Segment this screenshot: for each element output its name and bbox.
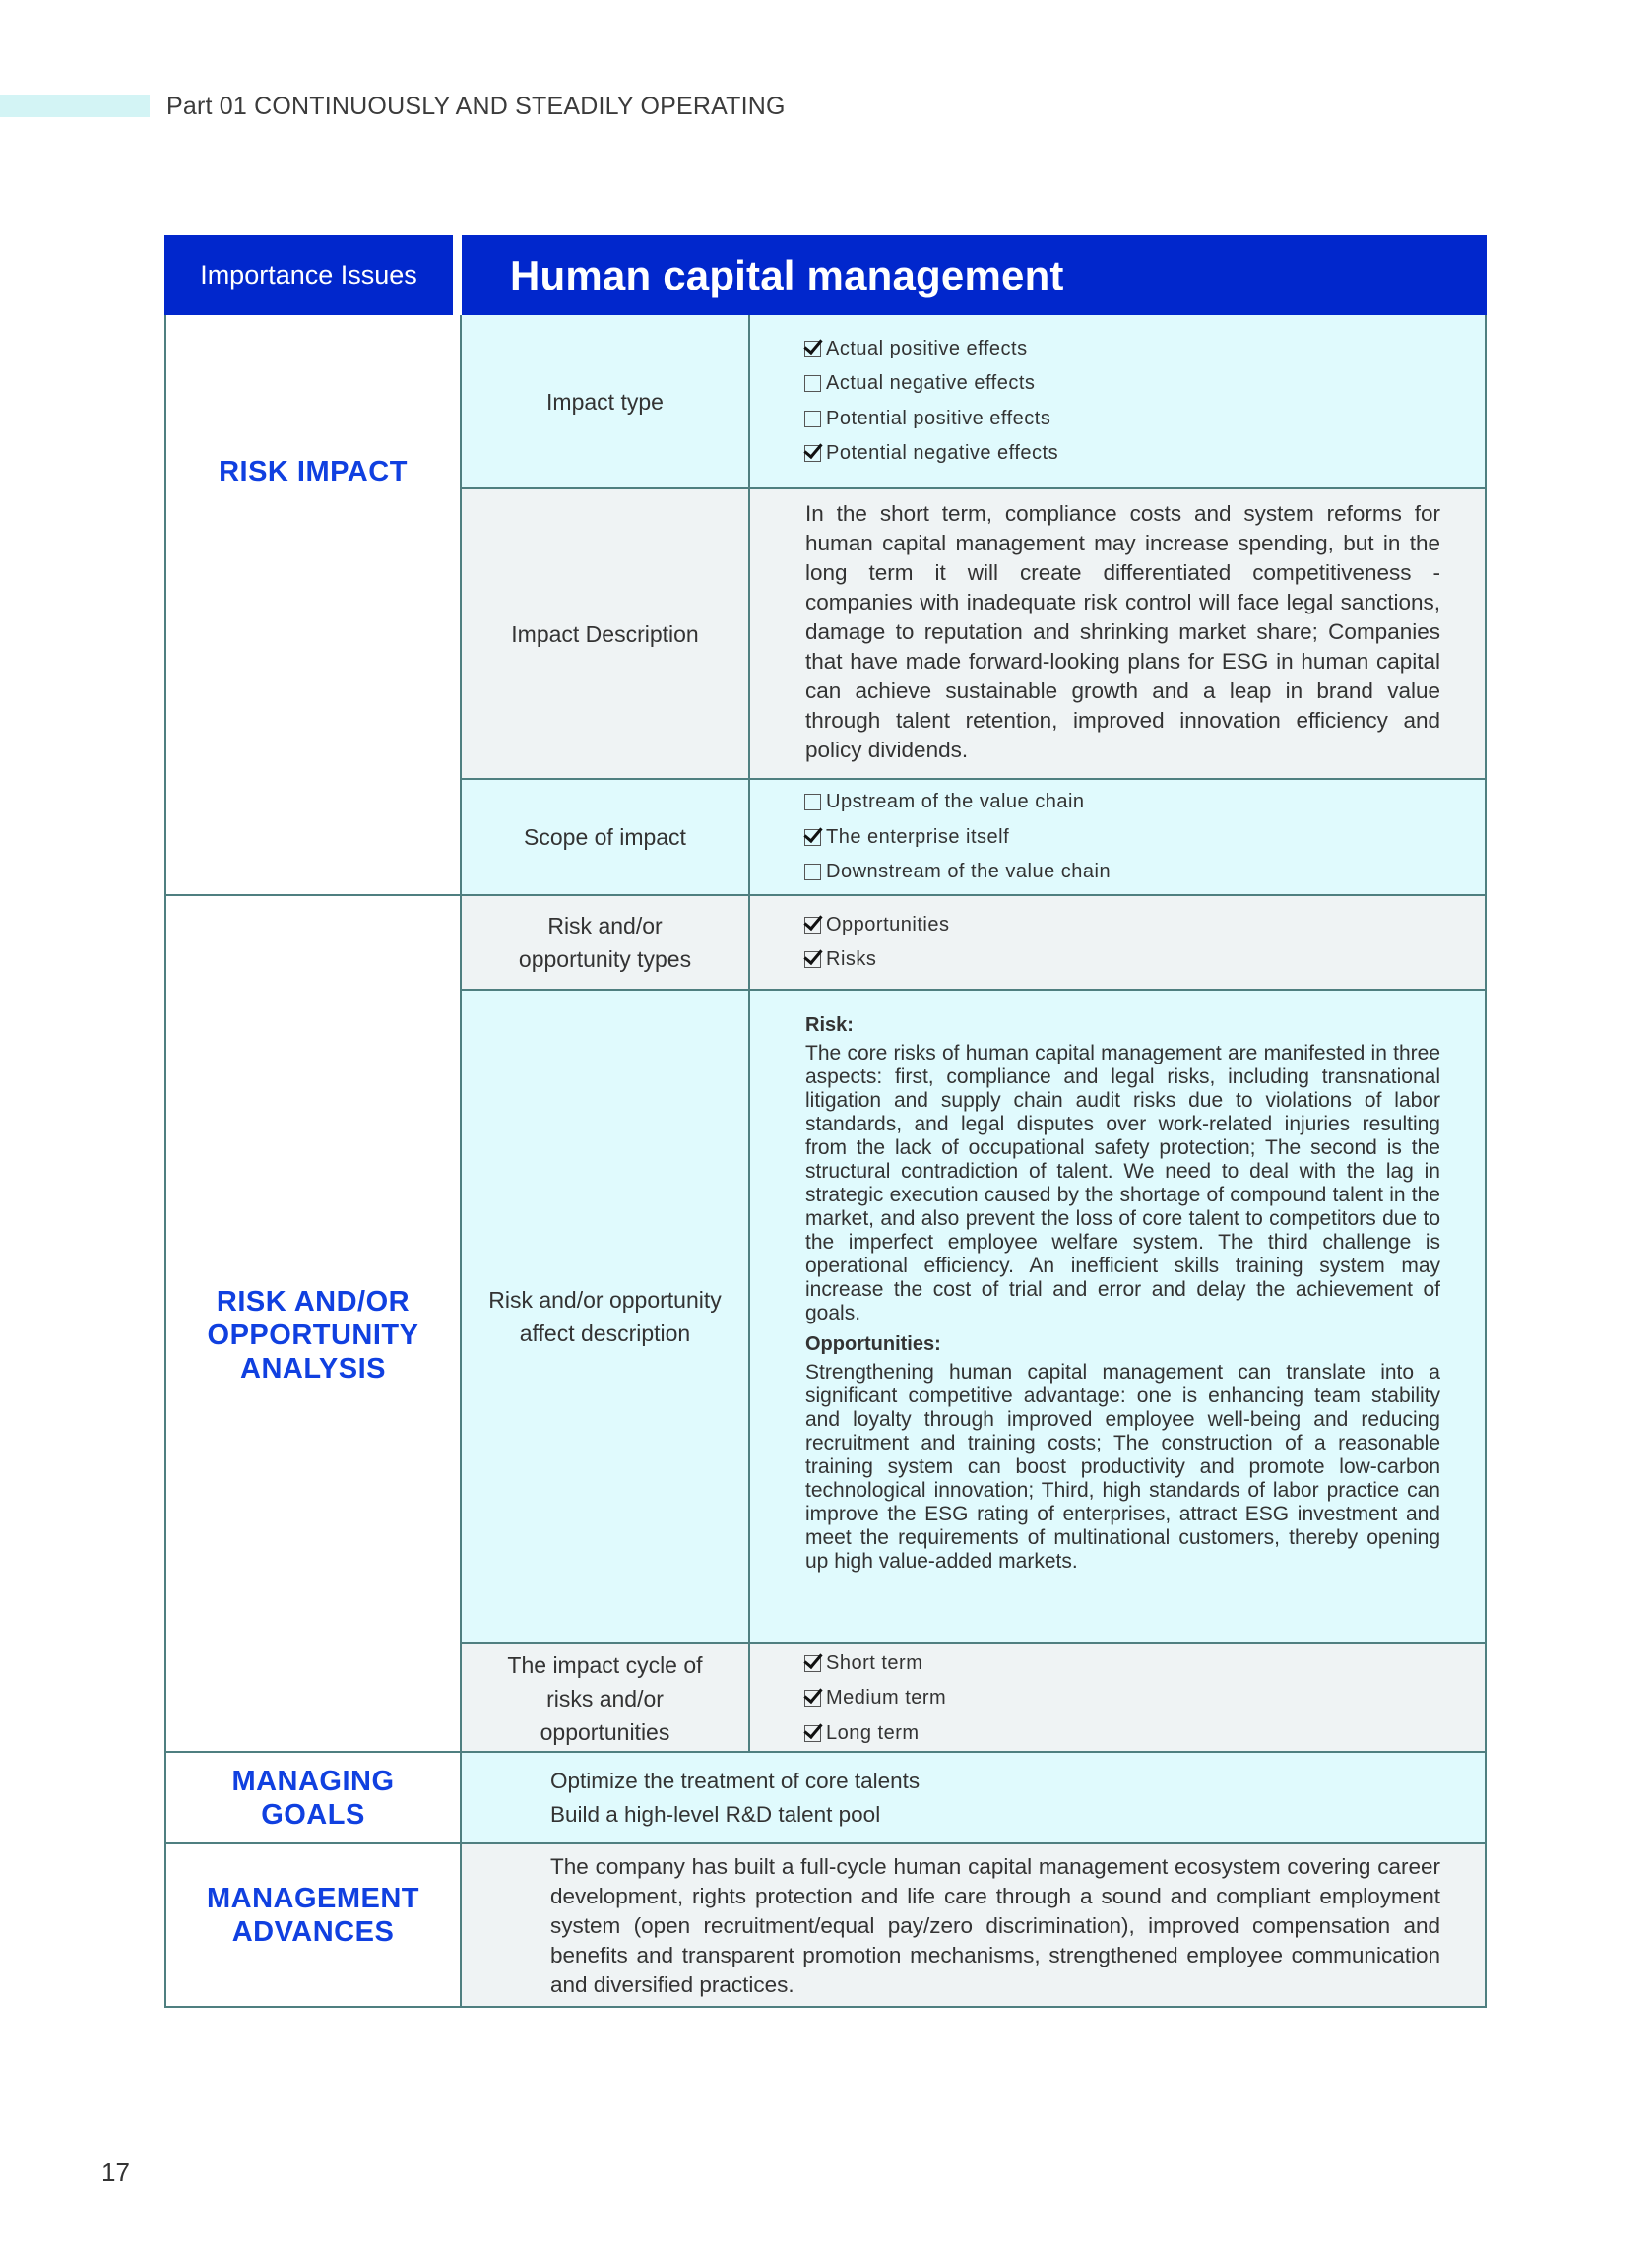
checked-box-icon bbox=[804, 917, 821, 934]
row-label: Impact Description bbox=[462, 489, 750, 778]
row-scope-of-impact bbox=[462, 778, 1485, 894]
row-label: The impact cycle of risks and/or opportunities bbox=[462, 1644, 750, 1753]
checked-box-icon bbox=[804, 951, 821, 968]
row-impact-type bbox=[462, 315, 1485, 487]
opportunities-text: Strengthening human capital management can translate into a significant competitive advantage: one is enhancing team stability and loyalty through improved employee well-being and reducing recruitment and training costs; The construction of a reasonable training system can boost productivity and promote low-carbon technological innovation; Third, high standards of labor practice can improve the ESG rating of enterprises, attract ESG investment and meet the requirements of multinational customers, thereby opening up high value-added markets. bbox=[805, 1361, 1440, 1573]
header-issue-title: Human capital management bbox=[462, 235, 1487, 315]
checklist-item bbox=[804, 402, 1440, 437]
checklist-item bbox=[804, 942, 1440, 978]
row-label: Scope of impact bbox=[462, 780, 750, 894]
group-label-risk-opportunity-analysis: RISK AND/OR OPPORTUNITY ANALYSIS bbox=[166, 896, 462, 1751]
checklist-item bbox=[804, 908, 1440, 943]
row-label: Impact type bbox=[462, 315, 750, 487]
checklist-item-label: Downstream of the value chain bbox=[826, 861, 1112, 882]
checklist-item bbox=[804, 1681, 1440, 1716]
group-label-risk-impact: RISK IMPACT bbox=[166, 315, 462, 894]
checklist bbox=[804, 1644, 1440, 1753]
checklist bbox=[804, 896, 1440, 989]
group-risk-impact bbox=[166, 315, 1485, 894]
group-management-advances bbox=[166, 1842, 1485, 2006]
table-body bbox=[164, 315, 1487, 2008]
checklist-item-label: Actual negative effects bbox=[826, 372, 1036, 395]
checklist bbox=[804, 315, 1440, 487]
goal-item: Optimize the treatment of core talents bbox=[550, 1768, 921, 1793]
group-risk-opportunity-analysis bbox=[166, 894, 1485, 1751]
checklist-item bbox=[804, 332, 1440, 367]
row-affect-description bbox=[462, 989, 1485, 1642]
checklist-item-label: Potential positive effects bbox=[826, 407, 1051, 429]
checked-box-icon bbox=[804, 341, 821, 357]
checklist bbox=[804, 780, 1440, 894]
row-label: Risk and/or opportunity types bbox=[462, 896, 750, 989]
row-risk-opportunity-types bbox=[462, 896, 1485, 989]
management-advances-text: The company has built a full-cycle human capital management ecosystem covering career development, rights protection and life care through a sound and compliant employment system (open recruitment/equal pay/zero discrimination), improved compensation and benefits and transparent promotion mechanisms, strengthened employee communication and diversified practices. bbox=[550, 1854, 1440, 1997]
unchecked-box-icon bbox=[804, 375, 821, 392]
section-accent-bar bbox=[0, 95, 150, 117]
group-label-management-advances: MANAGEMENT ADVANCES bbox=[166, 1844, 462, 2006]
unchecked-box-icon bbox=[804, 411, 821, 427]
row-impact-description bbox=[462, 487, 1485, 778]
checklist-item-label: Opportunities bbox=[826, 913, 950, 935]
risk-text: The core risks of human capital management are manifested in three aspects: first, compliance and legal risks, including transnational litigation and supply chain audit risks due to violations of labor standards, and legal disputes over work-related injuries resulting from the lack of occupational safety protection; The second is the structural contradiction of talent. We need to deal with the lag in strategic execution caused by the shortage of compound talent in the market, and also prevent the loss of core talent to competitors due to the imperfect employee welfare system. The third challenge is operational efficiency. An inefficient skills training system may increase the cost of trial and error and delay the achievement of goals. bbox=[805, 1042, 1440, 1324]
checklist-item bbox=[804, 1715, 1440, 1751]
row-impact-cycle bbox=[462, 1642, 1485, 1753]
checklist-item-label: The enterprise itself bbox=[826, 825, 1010, 848]
checked-box-icon bbox=[804, 1655, 821, 1672]
section-title: Part 01 CONTINUOUSLY AND STEADILY OPERATING bbox=[166, 93, 786, 120]
header-importance-issues: Importance Issues bbox=[164, 235, 453, 315]
page-number: 17 bbox=[101, 2158, 130, 2187]
row-label: Risk and/or opportunity affect description bbox=[462, 991, 750, 1642]
group-label-managing-goals: MANAGING GOALS bbox=[166, 1753, 462, 1842]
goal-item: Build a high-level R&D talent pool bbox=[550, 1801, 881, 1827]
checklist-item-label: Medium term bbox=[826, 1687, 947, 1709]
checked-box-icon bbox=[804, 1725, 821, 1742]
checked-box-icon bbox=[804, 1690, 821, 1707]
checklist-item-label: Long term bbox=[826, 1721, 920, 1744]
unchecked-box-icon bbox=[804, 864, 821, 880]
checked-box-icon bbox=[804, 445, 821, 462]
checklist-item bbox=[804, 855, 1440, 890]
checklist-item bbox=[804, 819, 1440, 855]
checklist-item-label: Actual positive effects bbox=[826, 337, 1028, 359]
checklist-item-label: Risks bbox=[826, 948, 877, 971]
opportunities-heading: Opportunities: bbox=[805, 1333, 941, 1355]
unchecked-box-icon bbox=[804, 794, 821, 810]
risk-heading: Risk: bbox=[805, 1014, 854, 1036]
checklist-item-label: Potential negative effects bbox=[826, 442, 1059, 465]
checklist-item bbox=[804, 436, 1440, 472]
checked-box-icon bbox=[804, 829, 821, 846]
checklist-item-label: Short term bbox=[826, 1651, 923, 1674]
checklist-item bbox=[804, 1645, 1440, 1681]
checklist-item bbox=[804, 785, 1440, 820]
group-managing-goals bbox=[166, 1751, 1485, 1842]
checklist-item bbox=[804, 366, 1440, 402]
checklist-item-label: Upstream of the value chain bbox=[826, 791, 1085, 812]
impact-description-text: In the short term, compliance costs and system reforms for human capital management may increase spending, but in the long term it will create differentiated competitiveness - companies with inadequate risk control will face legal sanctions, damage to reputation and shrinking market share; Companies that have made forward-looking plans for ESG in human capital can achieve sustainable growth and a leap in brand value through talent retention, improved innovation efficiency and policy dividends. bbox=[805, 501, 1440, 762]
